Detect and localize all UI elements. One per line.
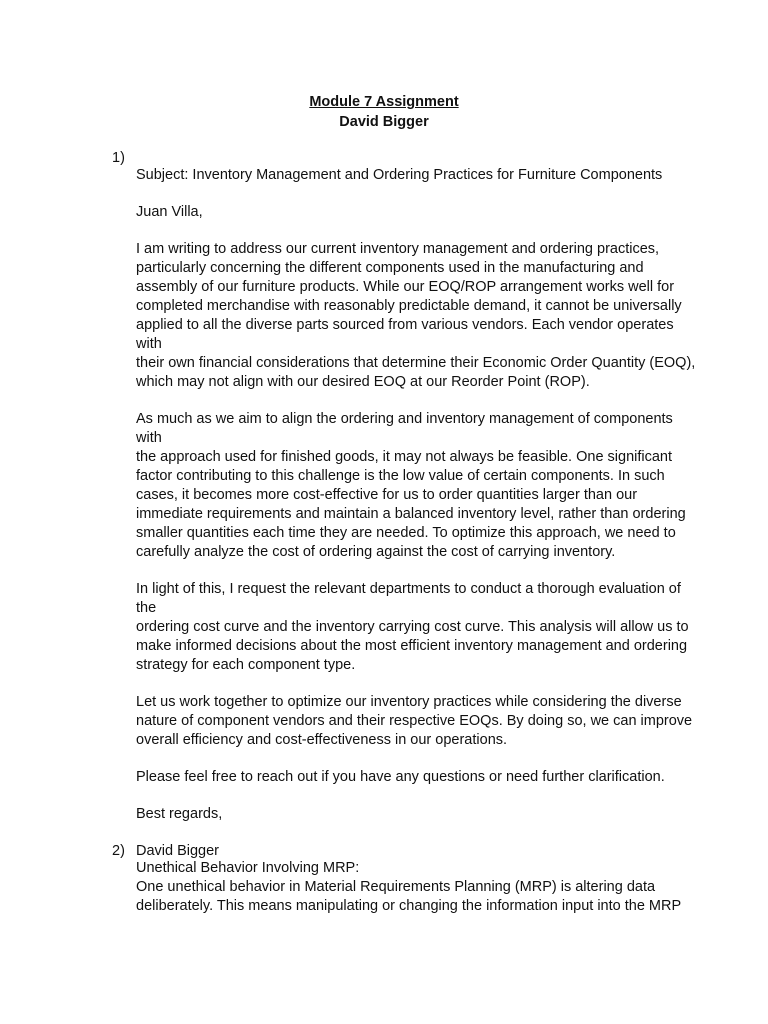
document-author: David Bigger [339, 114, 429, 130]
subject-line: Subject: Inventory Management and Ordering Practices for Furniture Components [136, 167, 663, 183]
document-title: Module 7 Assignment [309, 94, 459, 110]
body-paragraph-4: Let us work together to optimize our inventory practices while considering the diverse nature of component vendors and their respective EOQs. By doing so, we can improve overall efficiency and cost-effectiveness in our operations. [136, 694, 693, 748]
section-2-heading: Unethical Behavior Involving MRP: [136, 860, 360, 876]
body-paragraph-1: I am writing to address our current inventory management and ordering practices, particularly concerning the different components used in the manufacturing and assembly of our furniture products. While our EOQ/ROP arrangement works well for completed merchandise with reasonably predictable demand, it cannot be universally applied to all the diverse parts sourced from various vendors. Each vendor operates with their own financial considerations that determine their Economic Order Quantity (EOQ), which may not align with our desired EOQ at our Reorder Point (ROP). [136, 241, 696, 390]
body-paragraph-5: Please feel free to reach out if you have any questions or need further clarification. [136, 769, 665, 785]
section-2-body [136, 859, 696, 916]
signature: David Bigger [136, 843, 220, 859]
section-2-paragraph: One unethical behavior in Material Requirements Planning (MRP) is altering data deliberately. This means manipulating or changing the information input into the MRP [136, 879, 682, 914]
body-paragraph-2: As much as we aim to align the ordering and inventory management of components with the approach used for finished goods, it may not always be feasible. One significant factor contributing to this challenge is the low value of certain components. In such cases, it becomes more cost-effective for us to order quantities larger than our immediate requirements and maintain a balanced inventory level, rather than ordering smaller quantities each time they are needed. To optimize this approach, we need to carefully analyze the cost of ordering against the cost of carrying inventory. [136, 411, 686, 560]
body-paragraph-3: In light of this, I request the relevant departments to conduct a thorough evaluation of the ordering cost curve and the inventory carrying cost curve. This analysis will allow us to make informed decisions about the most efficient inventory management and ordering strategy for each component type. [136, 581, 689, 673]
salutation: Juan Villa, [136, 204, 203, 220]
closing: Best regards, [136, 806, 223, 822]
section-2-number: 2) [112, 843, 125, 859]
section-1-body [136, 166, 696, 879]
title-block [0, 92, 768, 132]
section-1-number: 1) [112, 150, 125, 166]
